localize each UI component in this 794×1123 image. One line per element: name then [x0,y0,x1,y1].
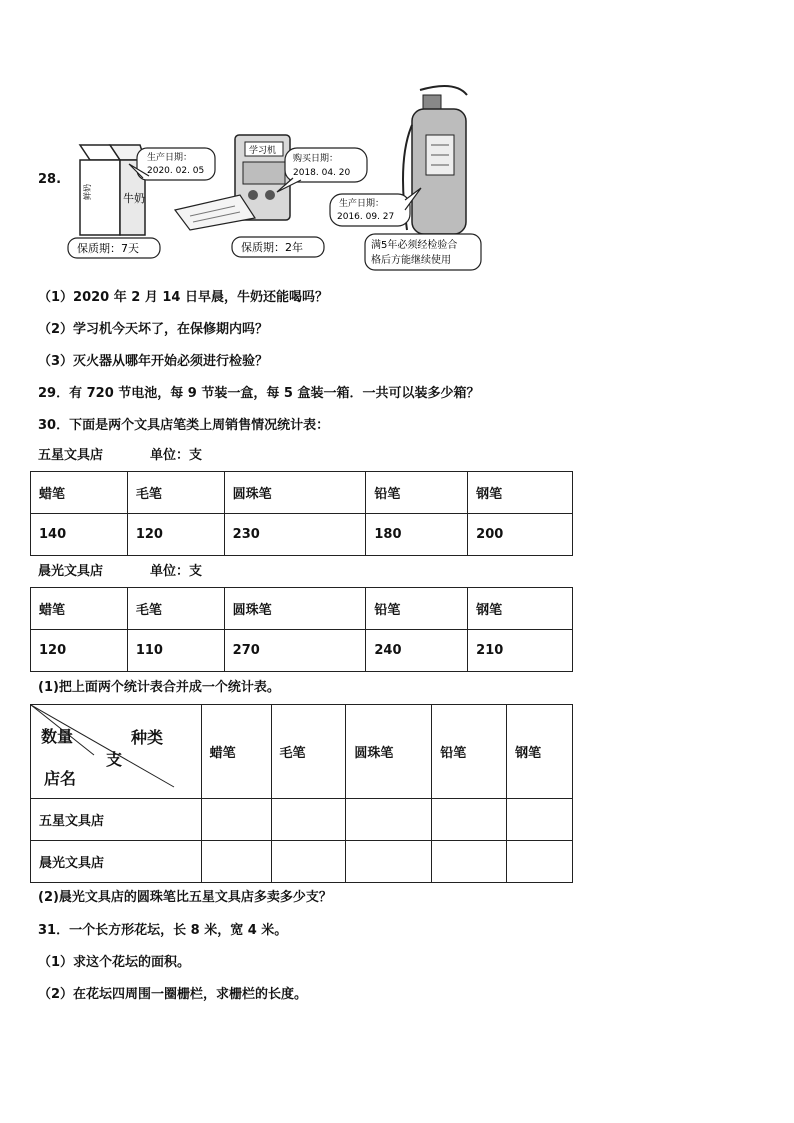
header-cell: 蜡笔 [31,472,128,514]
diagonal-header-cell [31,705,202,799]
question-31-sub2: （2）在花坛四周围一圈栅栏，求栅栏的长度。 [38,987,308,1002]
store1-name: 五星文具店 [38,448,104,463]
value-cell: 120 [127,514,224,556]
header-cell: 圆珠笔 [346,705,432,799]
value-cell: 140 [31,514,128,556]
value-cell: 200 [468,514,573,556]
value-cell: 180 [366,514,468,556]
question-28-sub3: （3）灭火器从哪年开始必须进行检验？ [38,354,269,369]
header-cell: 铅笔 [366,588,468,630]
svg-text:生产日期：: 生产日期： [339,199,385,209]
diag-category-label: 种类 [131,728,164,747]
header-cell: 蜡笔 [201,705,271,799]
svg-text:保质期：2年: 保质期：2年 [241,241,303,254]
answer-cell[interactable] [507,799,573,841]
header-cell: 铅笔 [366,472,468,514]
answer-cell[interactable] [271,799,346,841]
table-row [31,841,573,883]
value-cell: 110 [127,630,224,672]
question-30-title: 30．下面是两个文具店笔类上周销售情况统计表： [38,418,330,433]
store1-unit: 单位：支 [150,448,203,463]
diag-store-label: 店名 [44,769,77,788]
table-header-row [31,705,573,799]
store1-sales-table [30,471,573,556]
milk-shelf-life-label [68,238,160,258]
table-row [31,514,573,556]
answer-cell[interactable] [346,799,432,841]
extinguisher-date-callout [330,188,421,226]
milk-carton-image [80,145,145,235]
carton-side-text: 鲜奶 [83,184,92,200]
answer-cell[interactable] [507,841,573,883]
question-31-sub1: （1）求这个花坛的面积。 [38,955,191,970]
header-cell: 钢笔 [507,705,573,799]
store2-sales-table [30,587,573,672]
diag-unit-label: 支 [106,750,123,769]
milk-date-callout [129,148,215,180]
table-header-row [31,588,573,630]
header-cell: 圆珠笔 [224,588,366,630]
header-cell: 钢笔 [468,588,573,630]
question-28-illustration [65,80,485,275]
header-cell: 钢笔 [468,472,573,514]
row-label-cell: 晨光文具店 [31,841,202,883]
question-28-sub1: （1）2020 年 2 月 14 日早晨，牛奶还能喝吗？ [38,290,328,305]
svg-text:满5年必须经检验合: 满5年必须经检验合 [371,240,458,251]
svg-text:2018. 04. 20: 2018. 04. 20 [293,168,351,178]
question-29: 29．有 720 节电池，每 9 节装一盒，每 5 盒装一箱．一共可以装多少箱？ [38,386,480,401]
answer-cell[interactable] [201,799,271,841]
header-cell: 毛笔 [127,472,224,514]
purchase-date-callout [277,148,367,192]
question-30-sub2: (2)晨光文具店的圆珠笔比五星文具店多卖多少支？ [38,890,332,905]
store2-name: 晨光文具店 [38,564,104,579]
value-cell: 230 [224,514,366,556]
table-row [31,630,573,672]
carton-label-text: 牛奶 [123,192,145,205]
answer-cell[interactable] [432,799,507,841]
answer-cell[interactable] [346,841,432,883]
value-cell: 210 [468,630,573,672]
answer-cell[interactable] [201,841,271,883]
header-cell: 毛笔 [127,588,224,630]
svg-text:格后方能继续使用: 格后方能继续使用 [371,255,451,266]
table-row [31,799,573,841]
svg-text:生产日期：: 生产日期： [147,153,193,163]
answer-cell[interactable] [432,841,507,883]
header-cell: 铅笔 [432,705,507,799]
value-cell: 240 [366,630,468,672]
question-28-sub2: （2）学习机今天坏了，在保修期内吗？ [38,322,269,337]
fire-extinguisher-image [403,86,467,234]
question-28-number: 28. [38,172,62,187]
value-cell: 270 [224,630,366,672]
table-header-row [31,472,573,514]
question-31-title: 31．一个长方形花坛，长 8 米，宽 4 米。 [38,923,288,938]
svg-text:2016. 09. 27: 2016. 09. 27 [337,212,395,222]
store2-unit: 单位：支 [150,564,203,579]
diag-quantity-label: 数量 [41,727,74,746]
svg-text:保质期：7天: 保质期：7天 [77,242,139,255]
svg-text:购买日期：: 购买日期： [293,154,339,164]
header-cell: 毛笔 [271,705,346,799]
merged-sales-table [30,704,573,883]
header-cell: 蜡笔 [31,588,128,630]
svg-text:学习机: 学习机 [249,146,277,156]
svg-text:2020. 02. 05: 2020. 02. 05 [147,166,205,176]
header-cell: 圆珠笔 [224,472,366,514]
value-cell: 120 [31,630,128,672]
answer-cell[interactable] [271,841,346,883]
warranty-label [232,237,324,257]
row-label-cell: 五星文具店 [31,799,202,841]
extinguisher-note-label [365,234,481,270]
question-30-sub1: (1)把上面两个统计表合并成一个统计表。 [38,680,280,695]
